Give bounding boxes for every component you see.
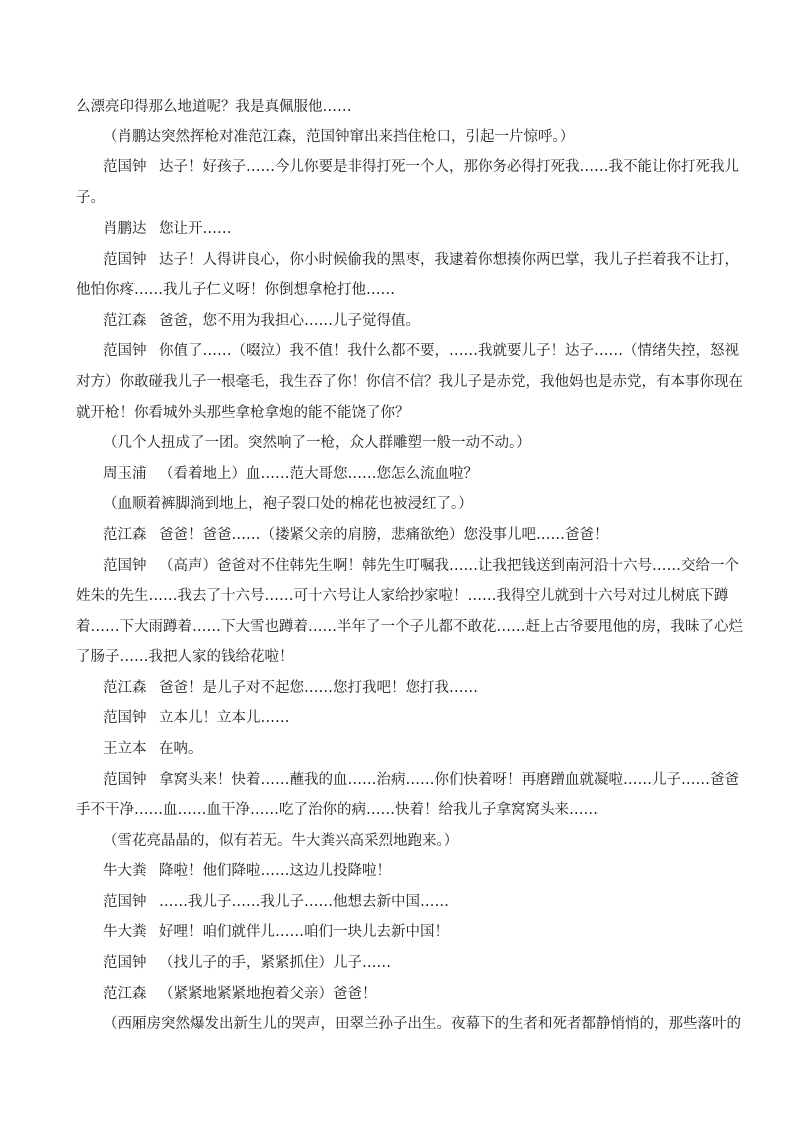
speaker-name: 范江森	[103, 986, 147, 1002]
stage-direction: （西厢房突然爆发出新生儿的哭声，田翠兰孙子出生。夜幕下的生者和死者都静悄悄的，那些落叶的	[103, 1016, 741, 1032]
speaker-name: 范国钟	[103, 252, 147, 268]
dialogue-text: 拿窝头来！快着……蘸我的血……治病……你们快着呀！再磨蹭血就凝啦……儿子……爸爸	[159, 772, 739, 788]
speaker-name: 周玉浦	[103, 466, 147, 482]
dialogue-line	[0, 984, 800, 1004]
dialogue-text: 爸爸！爸爸……（搂紧父亲的肩膀，悲痛欲绝）您没事儿吧……爸爸！	[159, 527, 609, 543]
speaker-name: 范国钟	[103, 894, 147, 910]
speaker-name: 肖鹏达	[103, 221, 147, 237]
stage-direction: （血顺着裤脚淌到地上，袍子裂口处的棉花也被浸红了。）	[103, 496, 473, 512]
dialogue-text: 爸爸！是儿子对不起您……您打我吧！您打我……	[159, 680, 478, 696]
dialogue-line	[0, 250, 800, 270]
stage-direction: （几个人扭成了一团。突然响了一枪，众人群雕塑一般一动不动。）	[103, 435, 531, 451]
dialogue-text: ……我儿子……我儿子……他想去新中国……	[159, 894, 449, 910]
stage-direction: （肖鹏达突然挥枪对准范江森，范国钟窜出来挡住枪口，引起一片惊呼。）	[103, 129, 575, 145]
dialogue-line	[0, 525, 800, 545]
speaker-name: 牛大粪	[103, 924, 147, 940]
dialogue-line	[0, 556, 800, 576]
dialogue-continuation: 就开枪！你看城外头那些拿枪拿炮的能不能饶了你？	[76, 405, 410, 421]
dialogue-line	[0, 157, 800, 177]
dialogue-text: 爸爸，您不用为我担心……儿子觉得值。	[159, 313, 420, 329]
dialogue-continuation: 姓朱的先生……我去了十六号……可十六号让人家给抄家啦！……我得空儿就到十六号对过儿树底下蹲	[76, 588, 729, 604]
stage-direction: （雪花亮晶晶的，似有若无。牛大粪兴高采烈地跑来。）	[103, 833, 459, 849]
speaker-name: 范江森	[103, 313, 147, 329]
text-line: 么漂亮印得那么地道呢？我是真佩服他……	[76, 99, 352, 115]
speaker-name: 范国钟	[103, 343, 147, 359]
dialogue-line	[0, 739, 800, 759]
speaker-name: 牛大粪	[103, 863, 147, 879]
dialogue-continuation: 子。	[76, 190, 105, 206]
dialogue-line	[0, 770, 800, 790]
dialogue-text: （找儿子的手，紧紧抓住）儿子……	[159, 955, 391, 971]
dialogue-line	[0, 953, 800, 973]
dialogue-text: （紧紧地紧紧地抱着父亲）爸爸！	[159, 986, 377, 1002]
dialogue-continuation: 他怕你疼……我儿子仁义呀！你倒想拿枪打他……	[76, 282, 395, 298]
dialogue-line	[0, 311, 800, 331]
speaker-name: 范江森	[103, 527, 147, 543]
dialogue-line	[0, 341, 800, 361]
dialogue-line	[0, 219, 800, 239]
dialogue-text: 达子！人得讲良心，你小时候偷我的黑枣，我逮着你想揍你两巴掌，我儿子拦着我不让打，	[159, 252, 739, 268]
speaker-name: 范国钟	[103, 772, 147, 788]
dialogue-continuation: 着……下大雨蹲着……下大雪也蹲着……半年了一个子儿都不敢花……赶上古爷要甩他的房，我昧了心烂	[76, 619, 743, 635]
dialogue-continuation: 了肠子……我把人家的钱给花啦！	[76, 649, 294, 665]
dialogue-line	[0, 708, 800, 728]
dialogue-text: 好哩！咱们就伴儿……咱们一块儿去新中国！	[159, 924, 449, 940]
dialogue-continuation: 对方）你敢碰我儿子一根毫毛，我生吞了你！你信不信？我儿子是赤党，我他妈也是赤党，有本事你现在	[76, 374, 743, 390]
speaker-name: 范国钟	[103, 558, 147, 574]
speaker-name: 王立本	[103, 741, 147, 757]
speaker-name: 范国钟	[103, 159, 147, 175]
dialogue-text: 降啦！他们降啦……这边儿投降啦！	[159, 863, 391, 879]
speaker-name: 范江森	[103, 680, 147, 696]
speaker-name: 范国钟	[103, 710, 147, 726]
dialogue-text: 您让开……	[159, 221, 232, 237]
speaker-name: 范国钟	[103, 955, 147, 971]
dialogue-line	[0, 464, 800, 484]
dialogue-line	[0, 922, 800, 942]
dialogue-text: （看着地上）血……范大哥您……您怎么流血啦？	[159, 466, 478, 482]
dialogue-text: 达子！好孩子……今儿你要是非得打死一个人，那你务必得打死我……我不能让你打死我儿	[159, 159, 739, 175]
dialogue-text: 你值了……（啜泣）我不值！我什么都不要，……我就要儿子！达子……（情绪失控，怒视	[159, 343, 739, 359]
dialogue-text: 在呐。	[159, 741, 203, 757]
dialogue-line	[0, 892, 800, 912]
dialogue-line	[0, 678, 800, 698]
dialogue-text: 立本儿！立本儿……	[159, 710, 290, 726]
dialogue-line	[0, 861, 800, 881]
dialogue-text: （高声）爸爸对不住韩先生啊！韩先生叮嘱我……让我把钱送到南河沿十六号……交给一个	[159, 558, 739, 574]
dialogue-continuation: 手不干净……血……血干净……吃了治你的病……快着！给我儿子拿窝窝头来……	[76, 802, 598, 818]
